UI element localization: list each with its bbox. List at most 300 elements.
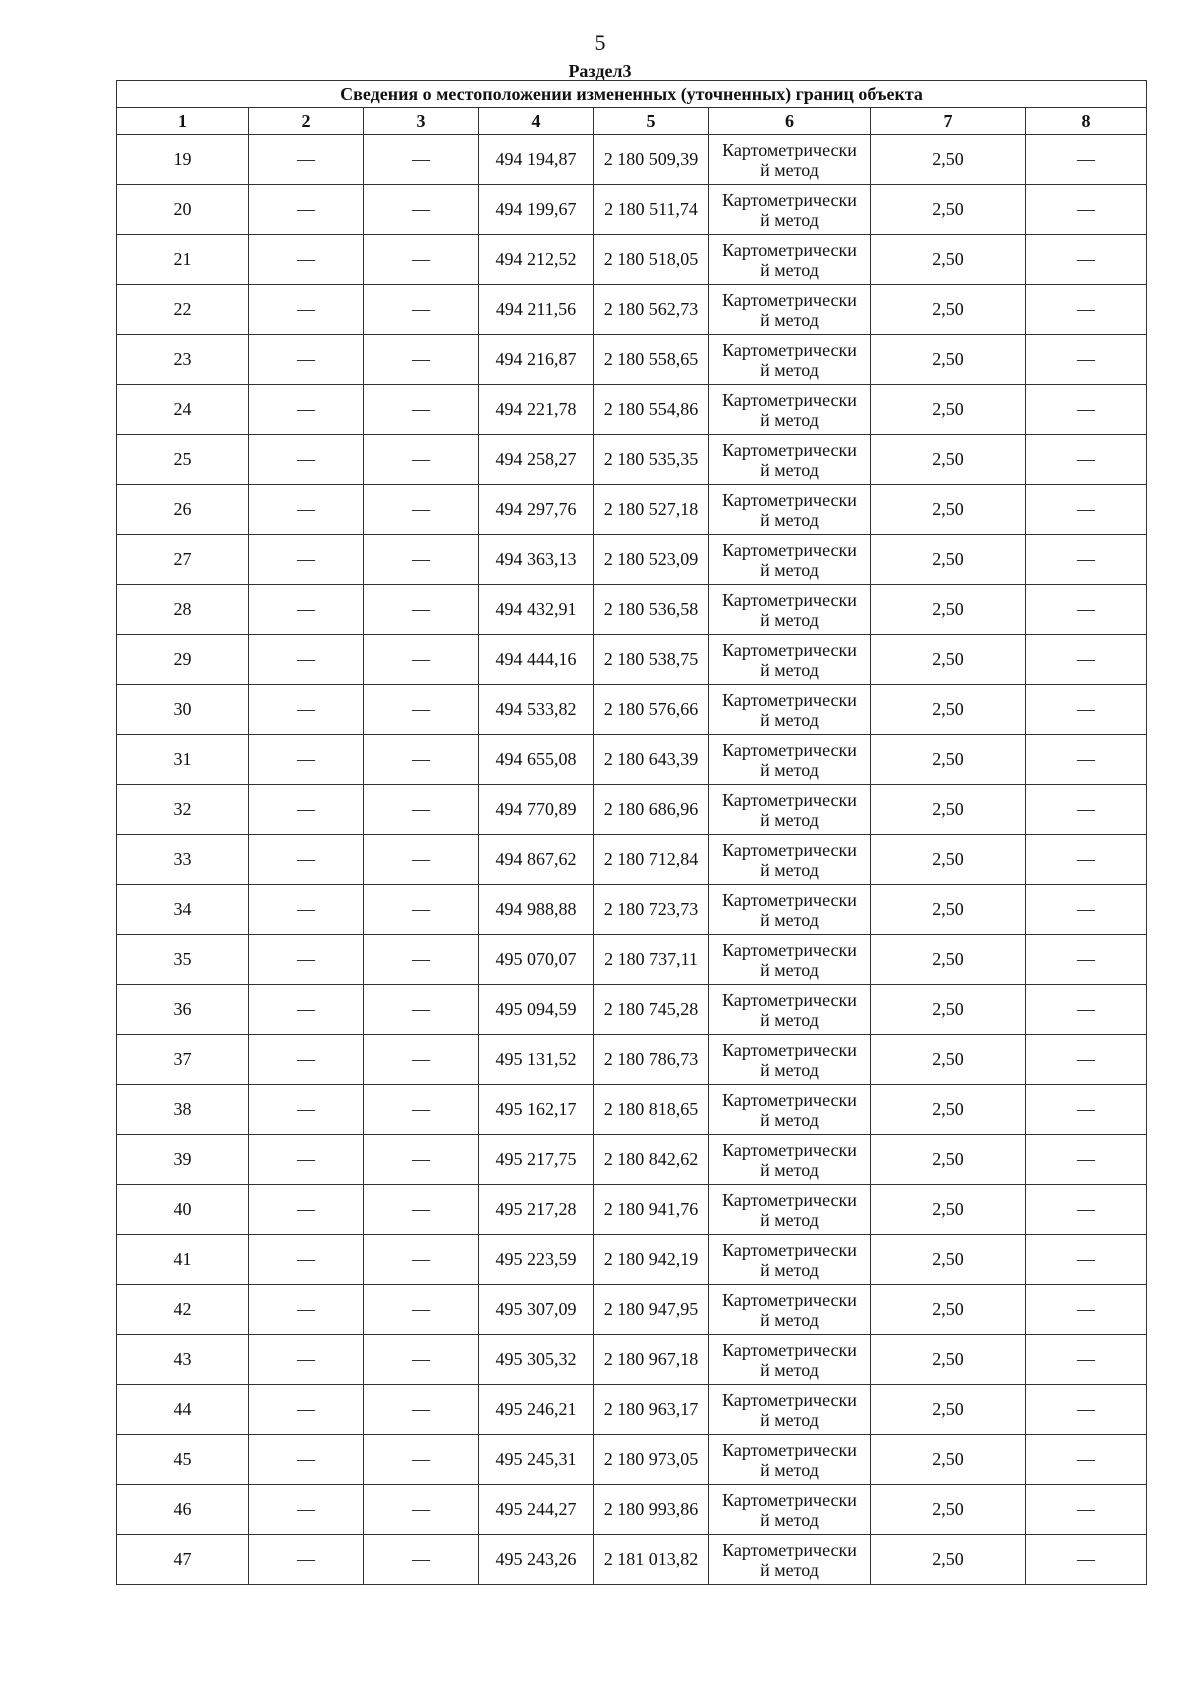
method-cell <box>709 1235 871 1285</box>
x-coordinate-cell: 494 216,87 <box>479 335 594 385</box>
column-number: 7 <box>871 108 1026 135</box>
x-coordinate-cell: 495 245,31 <box>479 1435 594 1485</box>
method-line-1: Картометрически <box>722 139 857 160</box>
column-3-cell: — <box>364 1035 479 1085</box>
column-8-cell: — <box>1026 935 1147 985</box>
method-cell <box>709 585 871 635</box>
column-2-cell: — <box>249 235 364 285</box>
method-line-1: Картометрически <box>722 439 857 460</box>
x-coordinate-cell: 495 070,07 <box>479 935 594 985</box>
method-cell <box>709 1035 871 1085</box>
column-3-cell: — <box>364 1435 479 1485</box>
table-row <box>117 1435 1147 1485</box>
column-number: 8 <box>1026 108 1147 135</box>
method-line-2: й метод <box>760 1409 819 1430</box>
table-caption-row <box>117 81 1147 108</box>
method-cell <box>709 285 871 335</box>
method-line-1: Картометрически <box>722 1089 857 1110</box>
column-3-cell: — <box>364 1135 479 1185</box>
point-number-cell: 22 <box>117 285 249 335</box>
table-row <box>117 1385 1147 1435</box>
x-coordinate-cell: 495 131,52 <box>479 1035 594 1085</box>
y-coordinate-cell: 2 180 963,17 <box>594 1385 709 1435</box>
column-2-cell: — <box>249 885 364 935</box>
column-3-cell: — <box>364 1385 479 1435</box>
method-cell <box>709 1135 871 1185</box>
x-coordinate-cell: 495 305,32 <box>479 1335 594 1385</box>
table-row <box>117 135 1147 185</box>
column-3-cell: — <box>364 1535 479 1585</box>
method-line-1: Картометрически <box>722 489 857 510</box>
column-number: 6 <box>709 108 871 135</box>
point-number-cell: 31 <box>117 735 249 785</box>
column-3-cell: — <box>364 835 479 885</box>
column-8-cell: — <box>1026 1385 1147 1435</box>
column-3-cell: — <box>364 1185 479 1235</box>
x-coordinate-cell: 495 217,28 <box>479 1185 594 1235</box>
column-2-cell: — <box>249 1435 364 1485</box>
method-line-2: й метод <box>760 559 819 580</box>
point-number-cell: 34 <box>117 885 249 935</box>
method-line-2: й метод <box>760 409 819 430</box>
column-8-cell: — <box>1026 785 1147 835</box>
accuracy-cell: 2,50 <box>871 585 1026 635</box>
table-body <box>117 135 1147 1585</box>
method-cell <box>709 235 871 285</box>
method-line-1: Картометрически <box>722 1539 857 1560</box>
point-number-cell: 32 <box>117 785 249 835</box>
x-coordinate-cell: 494 212,52 <box>479 235 594 285</box>
point-number-cell: 23 <box>117 335 249 385</box>
y-coordinate-cell: 2 180 518,05 <box>594 235 709 285</box>
x-coordinate-cell: 494 867,62 <box>479 835 594 885</box>
column-8-cell: — <box>1026 385 1147 435</box>
method-line-1: Картометрически <box>722 639 857 660</box>
method-line-1: Картометрически <box>722 389 857 410</box>
column-3-cell: — <box>364 635 479 685</box>
column-8-cell: — <box>1026 1035 1147 1085</box>
column-2-cell: — <box>249 935 364 985</box>
method-cell <box>709 985 871 1035</box>
column-3-cell: — <box>364 585 479 635</box>
method-line-2: й метод <box>760 1309 819 1330</box>
table-row <box>117 1085 1147 1135</box>
column-3-cell: — <box>364 135 479 185</box>
point-number-cell: 43 <box>117 1335 249 1385</box>
column-3-cell: — <box>364 685 479 735</box>
x-coordinate-cell: 494 988,88 <box>479 885 594 935</box>
method-line-1: Картометрически <box>722 989 857 1010</box>
table-row <box>117 335 1147 385</box>
accuracy-cell: 2,50 <box>871 535 1026 585</box>
method-cell <box>709 635 871 685</box>
table-row <box>117 885 1147 935</box>
table-row <box>117 585 1147 635</box>
method-line-1: Картометрически <box>722 1339 857 1360</box>
column-8-cell: — <box>1026 1085 1147 1135</box>
method-line-1: Картометрически <box>722 1439 857 1460</box>
method-cell <box>709 435 871 485</box>
table-row <box>117 685 1147 735</box>
column-3-cell: — <box>364 235 479 285</box>
method-line-1: Картометрически <box>722 1189 857 1210</box>
y-coordinate-cell: 2 180 576,66 <box>594 685 709 735</box>
point-number-cell: 26 <box>117 485 249 535</box>
table-row <box>117 835 1147 885</box>
column-3-cell: — <box>364 735 479 785</box>
method-cell <box>709 1185 871 1235</box>
table-row <box>117 1035 1147 1085</box>
method-line-1: Картометрически <box>722 289 857 310</box>
method-line-1: Картометрически <box>722 739 857 760</box>
column-2-cell: — <box>249 385 364 435</box>
y-coordinate-cell: 2 180 686,96 <box>594 785 709 835</box>
method-line-1: Картометрически <box>722 939 857 960</box>
table-row <box>117 435 1147 485</box>
table-row <box>117 935 1147 985</box>
method-line-2: й метод <box>760 1009 819 1030</box>
table-row <box>117 185 1147 235</box>
column-8-cell: — <box>1026 335 1147 385</box>
point-number-cell: 35 <box>117 935 249 985</box>
table-row <box>117 385 1147 435</box>
column-3-cell: — <box>364 885 479 935</box>
column-8-cell: — <box>1026 1335 1147 1385</box>
point-number-cell: 42 <box>117 1285 249 1335</box>
method-line-1: Картометрически <box>722 339 857 360</box>
x-coordinate-cell: 494 297,76 <box>479 485 594 535</box>
table-row <box>117 1335 1147 1385</box>
x-coordinate-cell: 494 770,89 <box>479 785 594 835</box>
y-coordinate-cell: 2 180 745,28 <box>594 985 709 1035</box>
column-8-cell: — <box>1026 585 1147 635</box>
column-8-cell: — <box>1026 285 1147 335</box>
table-row <box>117 985 1147 1035</box>
method-line-2: й метод <box>760 859 819 880</box>
method-cell <box>709 385 871 435</box>
y-coordinate-cell: 2 180 511,74 <box>594 185 709 235</box>
column-2-cell: — <box>249 1285 364 1335</box>
x-coordinate-cell: 494 363,13 <box>479 535 594 585</box>
method-line-1: Картометрически <box>722 239 857 260</box>
point-number-cell: 36 <box>117 985 249 1035</box>
point-number-cell: 29 <box>117 635 249 685</box>
x-coordinate-cell: 494 199,67 <box>479 185 594 235</box>
column-number: 3 <box>364 108 479 135</box>
method-line-1: Картометрически <box>722 539 857 560</box>
accuracy-cell: 2,50 <box>871 1185 1026 1235</box>
column-number: 5 <box>594 108 709 135</box>
point-number-cell: 37 <box>117 1035 249 1085</box>
y-coordinate-cell: 2 180 737,11 <box>594 935 709 985</box>
method-cell <box>709 1485 871 1535</box>
y-coordinate-cell: 2 180 509,39 <box>594 135 709 185</box>
x-coordinate-cell: 494 211,56 <box>479 285 594 335</box>
section-title: Раздел3 <box>568 61 632 81</box>
column-3-cell: — <box>364 335 479 385</box>
column-8-cell: — <box>1026 1235 1147 1285</box>
column-8-cell: — <box>1026 535 1147 585</box>
accuracy-cell: 2,50 <box>871 635 1026 685</box>
column-2-cell: — <box>249 635 364 685</box>
x-coordinate-cell: 494 655,08 <box>479 735 594 785</box>
point-number-cell: 24 <box>117 385 249 435</box>
column-3-cell: — <box>364 535 479 585</box>
method-line-2: й метод <box>760 1359 819 1380</box>
accuracy-cell: 2,50 <box>871 285 1026 335</box>
table-row <box>117 1135 1147 1185</box>
accuracy-cell: 2,50 <box>871 1085 1026 1135</box>
page-number: 5 <box>594 30 606 55</box>
column-2-cell: — <box>249 485 364 535</box>
accuracy-cell: 2,50 <box>871 985 1026 1035</box>
method-line-2: й метод <box>760 959 819 980</box>
point-number-cell: 44 <box>117 1385 249 1435</box>
column-8-cell: — <box>1026 1185 1147 1235</box>
y-coordinate-cell: 2 180 554,86 <box>594 385 709 435</box>
accuracy-cell: 2,50 <box>871 1035 1026 1085</box>
x-coordinate-cell: 495 244,27 <box>479 1485 594 1535</box>
method-line-2: й метод <box>760 709 819 730</box>
column-8-cell: — <box>1026 1485 1147 1535</box>
column-2-cell: — <box>249 1085 364 1135</box>
y-coordinate-cell: 2 180 942,19 <box>594 1235 709 1285</box>
method-cell <box>709 1535 871 1585</box>
column-2-cell: — <box>249 1185 364 1235</box>
table-row <box>117 1285 1147 1335</box>
method-line-2: й метод <box>760 459 819 480</box>
table-row <box>117 485 1147 535</box>
column-3-cell: — <box>364 985 479 1035</box>
column-2-cell: — <box>249 785 364 835</box>
y-coordinate-cell: 2 180 947,95 <box>594 1285 709 1335</box>
method-cell <box>709 735 871 785</box>
point-number-cell: 21 <box>117 235 249 285</box>
accuracy-cell: 2,50 <box>871 185 1026 235</box>
accuracy-cell: 2,50 <box>871 785 1026 835</box>
method-line-2: й метод <box>760 359 819 380</box>
column-8-cell: — <box>1026 435 1147 485</box>
method-line-1: Картометрически <box>722 1139 857 1160</box>
column-numbers-row <box>117 108 1147 135</box>
table-row <box>117 735 1147 785</box>
column-2-cell: — <box>249 185 364 235</box>
method-line-1: Картометрически <box>722 1239 857 1260</box>
coordinates-table <box>116 80 1147 1585</box>
table-caption: Сведения о местоположении измененных (уточненных) границ объекта <box>117 81 1147 108</box>
method-line-2: й метод <box>760 659 819 680</box>
column-8-cell: — <box>1026 1535 1147 1585</box>
method-line-1: Картометрически <box>722 189 857 210</box>
method-line-2: й метод <box>760 609 819 630</box>
point-number-cell: 25 <box>117 435 249 485</box>
accuracy-cell: 2,50 <box>871 1135 1026 1185</box>
x-coordinate-cell: 494 432,91 <box>479 585 594 635</box>
point-number-cell: 40 <box>117 1185 249 1235</box>
method-line-2: й метод <box>760 1459 819 1480</box>
column-2-cell: — <box>249 835 364 885</box>
y-coordinate-cell: 2 180 993,86 <box>594 1485 709 1535</box>
x-coordinate-cell: 494 194,87 <box>479 135 594 185</box>
column-3-cell: — <box>364 785 479 835</box>
table-row <box>117 785 1147 835</box>
accuracy-cell: 2,50 <box>871 885 1026 935</box>
method-cell <box>709 1335 871 1385</box>
column-3-cell: — <box>364 185 479 235</box>
column-2-cell: — <box>249 335 364 385</box>
accuracy-cell: 2,50 <box>871 685 1026 735</box>
column-8-cell: — <box>1026 185 1147 235</box>
method-line-2: й метод <box>760 309 819 330</box>
accuracy-cell: 2,50 <box>871 1335 1026 1385</box>
column-3-cell: — <box>364 385 479 435</box>
method-line-2: й метод <box>760 1259 819 1280</box>
accuracy-cell: 2,50 <box>871 935 1026 985</box>
table-row <box>117 285 1147 335</box>
column-3-cell: — <box>364 1085 479 1135</box>
point-number-cell: 20 <box>117 185 249 235</box>
method-line-1: Картометрически <box>722 589 857 610</box>
method-line-2: й метод <box>760 1209 819 1230</box>
method-line-2: й метод <box>760 1559 819 1580</box>
method-cell <box>709 685 871 735</box>
y-coordinate-cell: 2 181 013,82 <box>594 1535 709 1585</box>
column-2-cell: — <box>249 1385 364 1435</box>
accuracy-cell: 2,50 <box>871 1535 1026 1585</box>
method-cell <box>709 1385 871 1435</box>
method-line-2: й метод <box>760 909 819 930</box>
column-8-cell: — <box>1026 235 1147 285</box>
point-number-cell: 30 <box>117 685 249 735</box>
y-coordinate-cell: 2 180 818,65 <box>594 1085 709 1135</box>
column-8-cell: — <box>1026 835 1147 885</box>
column-2-cell: — <box>249 1335 364 1385</box>
table-row <box>117 1235 1147 1285</box>
x-coordinate-cell: 495 246,21 <box>479 1385 594 1435</box>
method-line-2: й метод <box>760 1109 819 1130</box>
column-2-cell: — <box>249 685 364 735</box>
column-8-cell: — <box>1026 1435 1147 1485</box>
y-coordinate-cell: 2 180 562,73 <box>594 285 709 335</box>
point-number-cell: 33 <box>117 835 249 885</box>
table-row <box>117 1485 1147 1535</box>
method-cell <box>709 785 871 835</box>
accuracy-cell: 2,50 <box>871 1485 1026 1535</box>
point-number-cell: 46 <box>117 1485 249 1535</box>
column-number: 2 <box>249 108 364 135</box>
y-coordinate-cell: 2 180 967,18 <box>594 1335 709 1385</box>
method-cell <box>709 135 871 185</box>
y-coordinate-cell: 2 180 941,76 <box>594 1185 709 1235</box>
column-2-cell: — <box>249 1535 364 1585</box>
column-3-cell: — <box>364 435 479 485</box>
x-coordinate-cell: 495 094,59 <box>479 985 594 1035</box>
point-number-cell: 19 <box>117 135 249 185</box>
column-3-cell: — <box>364 935 479 985</box>
column-2-cell: — <box>249 435 364 485</box>
column-8-cell: — <box>1026 1285 1147 1335</box>
accuracy-cell: 2,50 <box>871 335 1026 385</box>
column-2-cell: — <box>249 1035 364 1085</box>
method-line-2: й метод <box>760 209 819 230</box>
column-8-cell: — <box>1026 485 1147 535</box>
method-line-2: й метод <box>760 1159 819 1180</box>
x-coordinate-cell: 495 243,26 <box>479 1535 594 1585</box>
y-coordinate-cell: 2 180 523,09 <box>594 535 709 585</box>
column-number: 1 <box>117 108 249 135</box>
method-line-1: Картометрически <box>722 1289 857 1310</box>
column-8-cell: — <box>1026 1135 1147 1185</box>
method-cell <box>709 1285 871 1335</box>
column-8-cell: — <box>1026 635 1147 685</box>
table-row <box>117 1535 1147 1585</box>
point-number-cell: 47 <box>117 1535 249 1585</box>
method-line-2: й метод <box>760 809 819 830</box>
method-cell <box>709 1435 871 1485</box>
accuracy-cell: 2,50 <box>871 1385 1026 1435</box>
method-line-1: Картометрически <box>722 839 857 860</box>
column-8-cell: — <box>1026 735 1147 785</box>
method-line-2: й метод <box>760 509 819 530</box>
column-2-cell: — <box>249 1235 364 1285</box>
column-3-cell: — <box>364 1235 479 1285</box>
point-number-cell: 27 <box>117 535 249 585</box>
method-line-1: Картометрически <box>722 789 857 810</box>
y-coordinate-cell: 2 180 643,39 <box>594 735 709 785</box>
column-8-cell: — <box>1026 885 1147 935</box>
method-cell <box>709 1085 871 1135</box>
column-2-cell: — <box>249 285 364 335</box>
method-line-2: й метод <box>760 759 819 780</box>
y-coordinate-cell: 2 180 527,18 <box>594 485 709 535</box>
table-row <box>117 535 1147 585</box>
column-3-cell: — <box>364 485 479 535</box>
x-coordinate-cell: 495 217,75 <box>479 1135 594 1185</box>
method-cell <box>709 835 871 885</box>
column-2-cell: — <box>249 1135 364 1185</box>
accuracy-cell: 2,50 <box>871 735 1026 785</box>
y-coordinate-cell: 2 180 558,65 <box>594 335 709 385</box>
y-coordinate-cell: 2 180 786,73 <box>594 1035 709 1085</box>
method-line-1: Картометрически <box>722 1389 857 1410</box>
method-cell <box>709 335 871 385</box>
table-row <box>117 635 1147 685</box>
column-2-cell: — <box>249 735 364 785</box>
y-coordinate-cell: 2 180 973,05 <box>594 1435 709 1485</box>
y-coordinate-cell: 2 180 538,75 <box>594 635 709 685</box>
method-line-2: й метод <box>760 1059 819 1080</box>
column-2-cell: — <box>249 1485 364 1535</box>
method-line-1: Картометрически <box>722 689 857 710</box>
x-coordinate-cell: 495 162,17 <box>479 1085 594 1135</box>
y-coordinate-cell: 2 180 535,35 <box>594 435 709 485</box>
method-cell <box>709 885 871 935</box>
column-2-cell: — <box>249 535 364 585</box>
column-2-cell: — <box>249 985 364 1035</box>
column-number: 4 <box>479 108 594 135</box>
accuracy-cell: 2,50 <box>871 435 1026 485</box>
point-number-cell: 38 <box>117 1085 249 1135</box>
accuracy-cell: 2,50 <box>871 235 1026 285</box>
accuracy-cell: 2,50 <box>871 485 1026 535</box>
method-line-2: й метод <box>760 1509 819 1530</box>
method-cell <box>709 935 871 985</box>
method-line-2: й метод <box>760 159 819 180</box>
column-2-cell: — <box>249 585 364 635</box>
y-coordinate-cell: 2 180 842,62 <box>594 1135 709 1185</box>
method-cell <box>709 485 871 535</box>
y-coordinate-cell: 2 180 536,58 <box>594 585 709 635</box>
